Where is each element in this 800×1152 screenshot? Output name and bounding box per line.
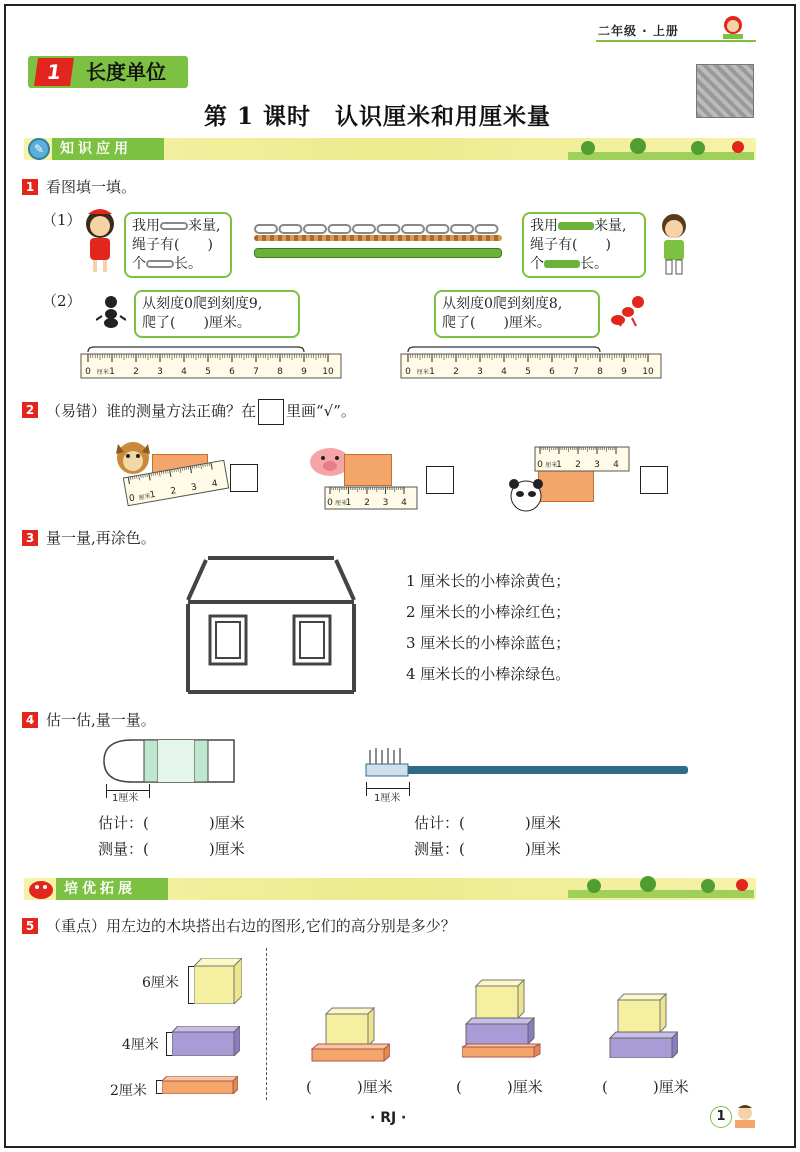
stick-house	[186, 554, 356, 696]
mascot-icon	[718, 14, 748, 40]
dashed-divider	[266, 948, 267, 1100]
panda-icon	[506, 476, 546, 512]
toothbrush-icon	[362, 746, 690, 778]
ruler-tick-label: 4	[613, 460, 619, 470]
paperclip-link	[427, 225, 449, 233]
question-number: 4	[22, 712, 38, 728]
ruler-tick-label: 9	[301, 367, 307, 377]
ant-icon	[610, 294, 646, 328]
ruler-tick-label: 1	[345, 498, 352, 508]
paperclip-link	[255, 225, 277, 233]
qr-code-icon	[696, 64, 754, 118]
reading-child-icon	[732, 1104, 758, 1130]
paperclip-link	[476, 225, 498, 233]
color-instruction: 3 厘米长的小棒涂蓝色；	[406, 634, 571, 652]
green-stick-row	[254, 248, 502, 258]
ruler-tick-label: 9	[621, 367, 627, 377]
ruler-unit-label: 厘米	[335, 500, 348, 507]
crawl-bracket	[88, 347, 304, 352]
crab-icon	[26, 874, 56, 902]
ruler-tick-label: 7	[573, 367, 579, 377]
ruler-tick-label: 1	[149, 489, 157, 501]
question-number: 2	[22, 402, 38, 418]
ruler-tick-label: 0	[537, 460, 543, 470]
ruler-left	[80, 346, 342, 380]
ruler-tick-label: 5	[205, 367, 211, 377]
rope	[254, 235, 502, 241]
paperclip-icon	[146, 260, 174, 268]
answer-checkbox[interactable]	[640, 466, 668, 494]
girl-icon	[78, 206, 122, 274]
stack-figure-1	[310, 1006, 390, 1062]
color-instruction: 4 厘米长的小棒涂绿色。	[406, 665, 571, 683]
speech-bubble-boy: 我用 来量, 绳子有( ) 个 长。	[522, 212, 646, 278]
paperclip-link	[378, 225, 400, 233]
orange-block	[162, 1076, 238, 1094]
block-height-label: 2厘米	[110, 1083, 147, 1099]
header-divider	[596, 40, 756, 42]
ruler-unit-label: 厘米	[416, 369, 429, 376]
ruler-tick-label: 2	[169, 486, 178, 497]
ruler-tick-label: 3	[190, 482, 198, 494]
question-text: （重点）用左边的木块搭出右边的图形,它们的高分别是多少？	[46, 917, 456, 935]
speech-bubble-girl: 我用 来量, 绳子有( ) 个 长。	[124, 212, 232, 278]
block-height-label: 6厘米	[142, 975, 179, 991]
ruler-tick-label: 2	[364, 498, 370, 508]
ruler-tick-label: 2	[453, 367, 459, 377]
question-number: 1	[22, 179, 38, 195]
grade-label: 二年级 · 上册	[598, 24, 679, 38]
ruler-tick-label: 4	[211, 478, 219, 490]
ruler-tick-label: 0	[85, 367, 91, 377]
measure-left: 测量：( )厘米	[98, 840, 245, 858]
question-text: 看图填一填。	[46, 178, 137, 196]
boy-icon	[654, 210, 694, 276]
ruler-unit-label: 厘米	[138, 492, 152, 502]
paperclip-link	[451, 225, 473, 233]
ruler-tick-label: 6	[549, 367, 555, 377]
measured-block	[538, 468, 594, 502]
unit-title: 长度单位	[86, 60, 166, 84]
ruler-tick-label: 3	[477, 367, 483, 377]
speech-bubble-ant-left: 从刻度0爬到刻度9, 爬了( )厘米。	[134, 290, 300, 338]
question-number: 3	[22, 530, 38, 546]
ruler-tick-label: 8	[277, 367, 283, 377]
ruler-tick-label: 3	[382, 498, 389, 508]
top-ruler	[534, 446, 630, 472]
question-text: 量一量,再涂色。	[46, 529, 156, 547]
green-stick-icon	[558, 222, 594, 230]
ruler-tick-label: 6	[229, 367, 235, 377]
estimate-left: 估计：( )厘米	[98, 814, 245, 832]
ruler-tick-label: 0	[128, 493, 136, 505]
ruler-unit-label: 厘米	[545, 462, 558, 469]
color-instruction: 1 厘米长的小棒涂黄色；	[406, 572, 571, 590]
dog-icon	[110, 436, 156, 476]
ruler-tick-label: 2	[575, 460, 581, 470]
block-height-label: 4厘米	[122, 1037, 159, 1053]
cube-block	[194, 958, 242, 1004]
ruler-tick-label: 4	[401, 498, 407, 508]
question-text: （易错）谁的测量方法正确？在 里画“√”。	[46, 399, 356, 425]
color-instruction: 2 厘米长的小棒涂红色；	[406, 603, 571, 621]
page-number: 1	[710, 1106, 732, 1128]
ruler-tick-label: 3	[157, 367, 163, 377]
ruler-right	[400, 346, 662, 380]
eraser-icon	[102, 738, 236, 784]
paperclip-link	[304, 225, 326, 233]
paperclip-link	[329, 225, 351, 233]
stack-figure-3	[608, 992, 678, 1058]
section-title-extend: 培优拓展	[56, 878, 168, 900]
paperclip-link	[280, 225, 302, 233]
ruler-tick-label: 2	[133, 367, 139, 377]
ruler-tick-label: 10	[322, 367, 334, 377]
ruler-tick-label: 3	[594, 460, 600, 470]
straight-ruler	[324, 486, 418, 510]
question-number: 5	[22, 918, 38, 934]
unit-label: 1厘米	[374, 793, 401, 804]
section-title-apply: 知识应用	[52, 138, 164, 160]
ruler-tick-label: 8	[597, 367, 603, 377]
ruler-tick-label: 4	[501, 367, 507, 377]
ruler-unit-label: 厘米	[96, 369, 109, 376]
speech-bubble-ant-right: 从刻度0爬到刻度8, 爬了( )厘米。	[434, 290, 600, 338]
unit-number: 1	[34, 58, 74, 86]
crawl-bracket	[408, 347, 600, 352]
answer-blank[interactable]: ( )厘米	[602, 1078, 689, 1096]
scenery-icon	[568, 876, 754, 900]
measured-block	[344, 454, 392, 486]
ant-icon	[96, 294, 126, 328]
measure-right: 测量：( )厘米	[414, 840, 561, 858]
green-stick-icon	[544, 260, 580, 268]
answer-blank[interactable]: ( )厘米	[306, 1078, 393, 1096]
book-icon: ✎	[28, 138, 50, 160]
edition-code: · RJ ·	[370, 1110, 407, 1126]
ruler-tick-label: 10	[642, 367, 654, 377]
worksheet-page	[4, 4, 796, 1148]
paperclip-link	[402, 225, 424, 233]
ruler-tick-label: 1	[429, 367, 435, 377]
paperclip-chain	[254, 220, 502, 232]
paperclip-link	[353, 225, 375, 233]
stack-figure-2	[462, 978, 542, 1058]
ruler-tick-label: 7	[253, 367, 259, 377]
purple-block	[172, 1026, 240, 1056]
ruler-tick-label: 5	[525, 367, 531, 377]
part-label: （1）	[42, 211, 82, 229]
ruler-tick-label: 1	[556, 460, 562, 470]
part-label: （2）	[42, 292, 82, 310]
answer-checkbox[interactable]	[426, 466, 454, 494]
answer-blank[interactable]: ( )厘米	[456, 1078, 543, 1096]
answer-checkbox[interactable]	[230, 464, 258, 492]
ruler-tick-label: 4	[181, 367, 187, 377]
ruler-tick-label: 0	[327, 498, 333, 508]
estimate-right: 估计：( )厘米	[414, 814, 561, 832]
ruler-tick-label: 1	[109, 367, 115, 377]
paperclip-icon	[160, 222, 188, 230]
scenery-icon	[568, 138, 754, 162]
inline-box	[258, 399, 284, 425]
lesson-title: 第 1 课时 认识厘米和用厘米量	[204, 103, 552, 130]
ruler-tick-label: 0	[405, 367, 411, 377]
unit-label: 1厘米	[112, 793, 139, 804]
question-text: 估一估,量一量。	[46, 711, 156, 729]
